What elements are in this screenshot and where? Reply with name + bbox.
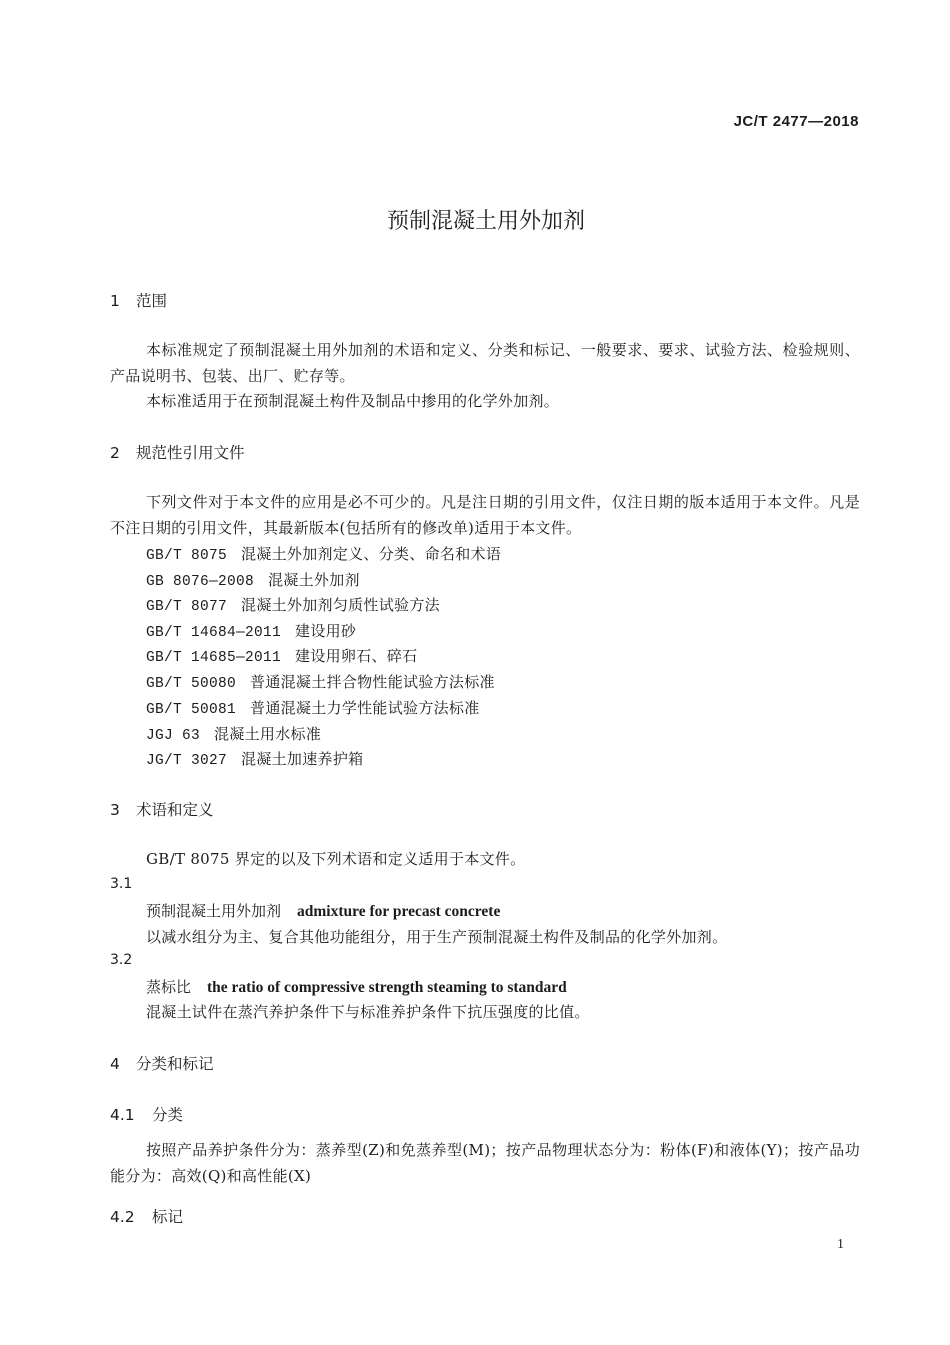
reference-item: [146, 594, 440, 615]
section-number: 4: [110, 1055, 120, 1073]
section-title: 术语和定义: [136, 801, 214, 819]
reference-name: 混凝土加速养护箱: [241, 750, 364, 768]
reference-name: 混凝土外加剂: [268, 571, 360, 589]
reference-name: 混凝土外加剂定义、分类、命名和术语: [241, 545, 502, 563]
reference-item: [146, 723, 321, 744]
term-heading: [146, 976, 567, 997]
subsection-4-2-heading: [110, 1205, 183, 1227]
reference-code: GB/T 14685—2011: [146, 650, 282, 666]
section-title: 规范性引用文件: [136, 444, 245, 462]
reference-code: GB/T 8077: [146, 599, 228, 615]
reference-code: GB/T 8075: [146, 548, 228, 564]
section-1-paragraph-2: 本标准适用于在预制混凝土构件及制品中掺用的化学外加剂。: [146, 392, 560, 410]
reference-name: 建设用砂: [295, 622, 357, 640]
reference-code: GB 8076—2008: [146, 574, 255, 590]
term-number: 3.1: [110, 876, 133, 892]
reference-item: [146, 569, 360, 590]
subsection-title: 分类: [152, 1106, 184, 1124]
reference-code: GB/T 50080: [146, 676, 237, 692]
section-4-heading: [110, 1052, 214, 1074]
section-title: 分类和标记: [136, 1055, 214, 1073]
reference-code: GB/T 50081: [146, 702, 237, 718]
reference-code: GB/T 14684—2011: [146, 625, 282, 641]
subsection-title: 标记: [152, 1208, 184, 1226]
page-number: 1: [837, 1237, 844, 1252]
reference-code: JGJ 63: [146, 728, 201, 744]
section-2-intro: 下列文件对于本文件的应用是必不可少的。凡是注日期的引用文件，仅注日期的版本适用于本文件。凡是不注日期的引用文件，其最新版本(包括所有的修改单)适用于本文件。: [110, 493, 860, 537]
document-title: 预制混凝土用外加剂: [386, 209, 585, 234]
section-2-heading: [110, 441, 245, 463]
section-title: 范围: [136, 292, 168, 310]
reference-code: JG/T 3027: [146, 753, 228, 769]
standard-code: JC/T 2477—2018: [733, 113, 859, 130]
reference-name: 混凝土外加剂匀质性试验方法: [241, 596, 440, 614]
term-english: admixture for precast concrete: [297, 903, 501, 920]
section-1-paragraph-1: 本标准规定了预制混凝土用外加剂的术语和定义、分类和标记、一般要求、要求、试验方法、检验规则、产品说明书、包装、出厂、贮存等。: [110, 341, 860, 385]
reference-item: [146, 645, 417, 666]
subsection-4-1-paragraph: 按照产品养护条件分为：蒸养型(Z)和免蒸养型(M)；按产品物理状态分为：粉体(F)和液体(Y)；按产品功能分为：高效(Q)和高性能(X): [110, 1141, 860, 1185]
term-chinese: 预制混凝土用外加剂: [146, 902, 282, 920]
section-3-intro: GB/T 8075 界定的以及下列术语和定义适用于本文件。: [146, 850, 526, 868]
reference-item: [146, 543, 501, 564]
reference-name: 普通混凝土力学性能试验方法标准: [250, 699, 480, 717]
term-chinese: 蒸标比: [146, 978, 192, 996]
reference-item: [146, 748, 363, 769]
section-3-heading: [110, 798, 214, 820]
reference-name: 建设用卵石、碎石: [295, 647, 418, 665]
subsection-number: 4.2: [110, 1208, 135, 1226]
subsection-number: 4.1: [110, 1106, 135, 1124]
term-number: 3.2: [110, 952, 133, 968]
reference-name: 普通混凝土拌合物性能试验方法标准: [250, 673, 495, 691]
term-heading: [146, 900, 500, 921]
term-definition: 以减水组分为主、复合其他功能组分，用于生产预制混凝土构件及制品的化学外加剂。: [146, 928, 728, 946]
reference-item: [146, 620, 356, 641]
term-english: the ratio of compressive strength steaming to standard: [207, 979, 567, 996]
section-1-heading: [110, 289, 167, 311]
term-definition: 混凝土试件在蒸汽养护条件下与标准养护条件下抗压强度的比值。: [146, 1003, 590, 1021]
section-number: 3: [110, 801, 120, 819]
reference-item: [146, 671, 495, 692]
section-number: 1: [110, 292, 120, 310]
subsection-4-1-heading: [110, 1103, 183, 1125]
reference-item: [146, 697, 480, 718]
section-number: 2: [110, 444, 120, 462]
reference-name: 混凝土用水标准: [214, 725, 322, 743]
